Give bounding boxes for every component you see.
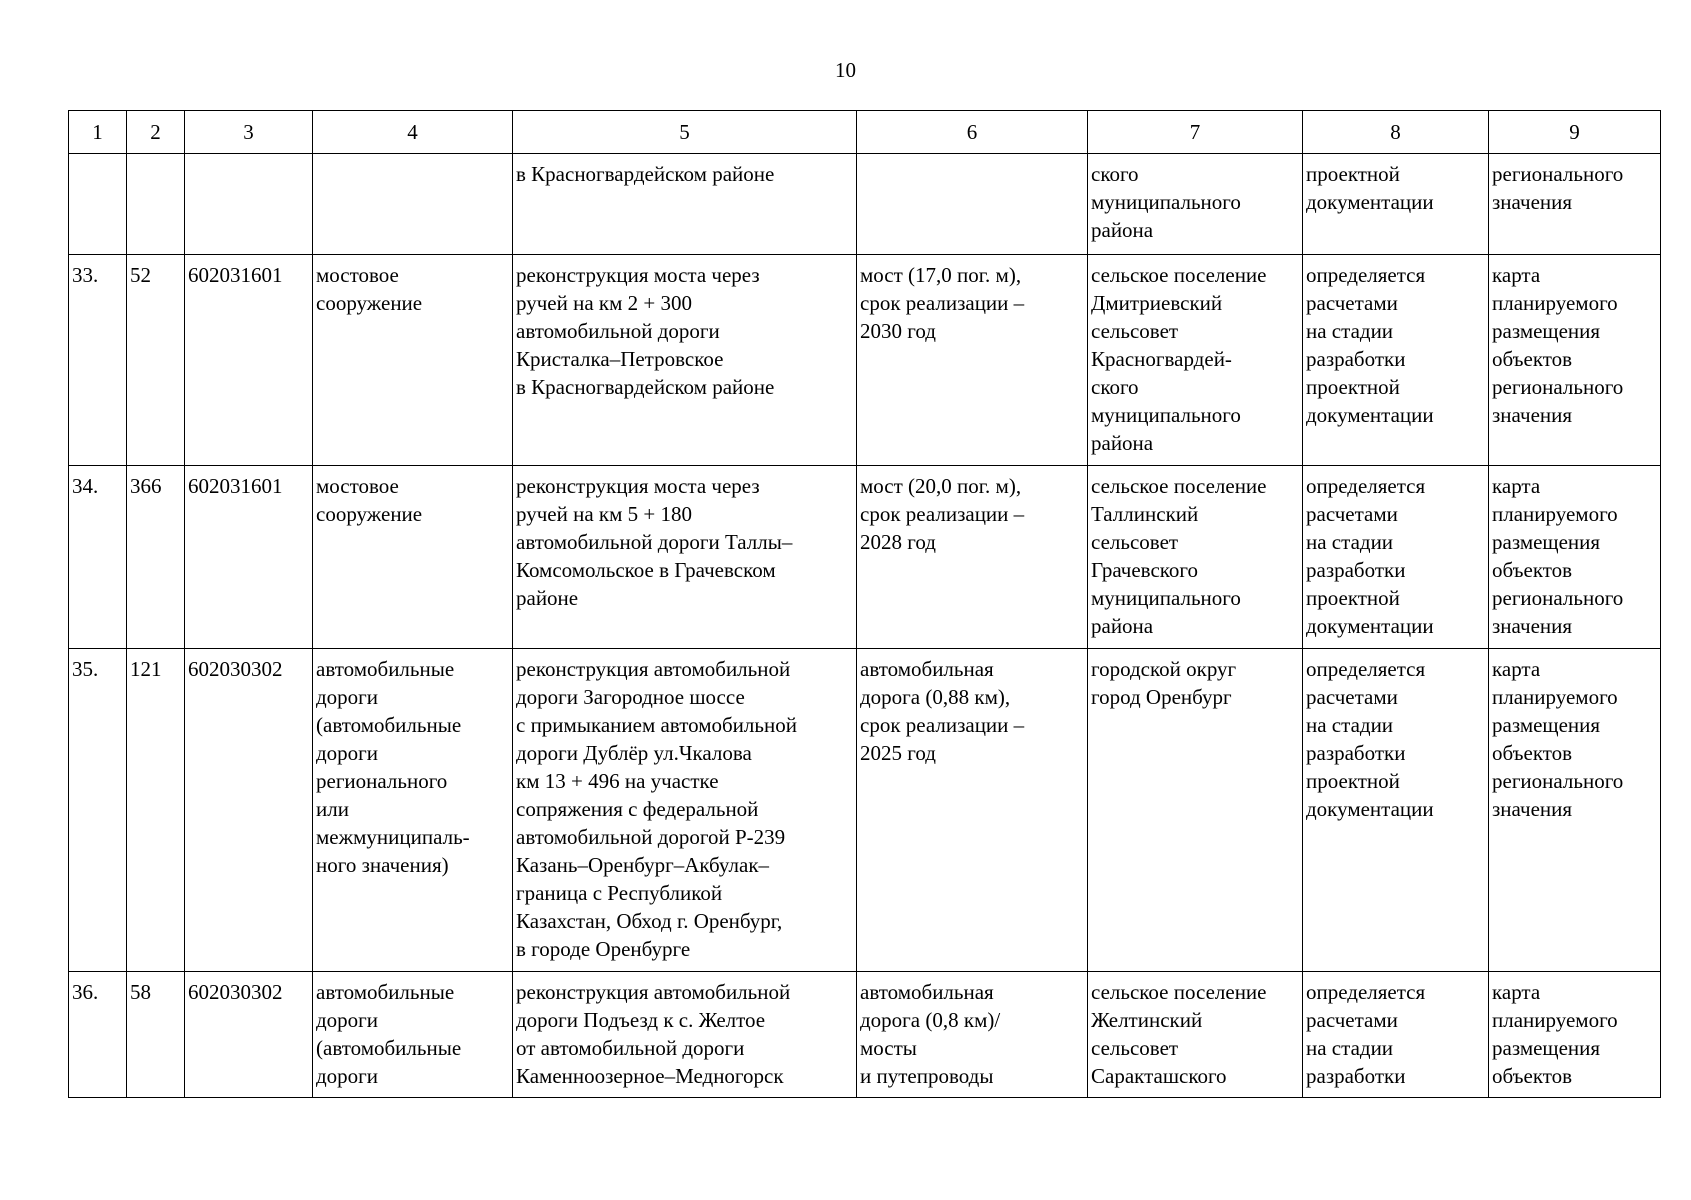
description-cell: реконструкция моста через ручей на км 5 + 180 автомобильной дороги Таллы– Комсомольское в Грачевском районе: [513, 466, 857, 649]
zone-cell: проектной документации: [1303, 154, 1489, 255]
characteristics-cell: мост (20,0 пог. м), срок реализации – 2028 год: [857, 466, 1088, 649]
row-number-cell: 33.: [69, 255, 127, 466]
zone-cell: определяется расчетами на стадии разработки проектной документации: [1303, 466, 1489, 649]
planned-objects-table: [68, 110, 1661, 1098]
zone-cell: определяется расчетами на стадии разработки проектной документации: [1303, 649, 1489, 972]
header-cell: 8: [1303, 111, 1489, 154]
code-cell: [127, 154, 185, 255]
location-cell: городской округ город Оренбург: [1088, 649, 1303, 972]
map-cell: карта планируемого размещения объектов регионального значения: [1489, 466, 1661, 649]
map-cell: карта планируемого размещения объектов регионального значения: [1489, 255, 1661, 466]
code-cell: 366: [127, 466, 185, 649]
table-header-row: [69, 111, 1661, 154]
map-cell: карта планируемого размещения объектов регионального значения: [1489, 649, 1661, 972]
row-number-cell: 34.: [69, 466, 127, 649]
header-cell: 6: [857, 111, 1088, 154]
header-cell: 5: [513, 111, 857, 154]
header-cell: 1: [69, 111, 127, 154]
characteristics-cell: автомобильная дорога (0,8 км)/ мосты и путепроводы: [857, 972, 1088, 1098]
header-cell: 9: [1489, 111, 1661, 154]
characteristics-cell: автомобильная дорога (0,88 км), срок реализации – 2025 год: [857, 649, 1088, 972]
description-cell: реконструкция автомобильной дороги Подъезд к с. Желтое от автомобильной дороги Каменноозерное–Медногорск: [513, 972, 857, 1098]
location-cell: сельское поселение Желтинский сельсовет Саракташского: [1088, 972, 1303, 1098]
row-number-cell: 36.: [69, 972, 127, 1098]
classifier-cell: 602031601: [185, 255, 313, 466]
zone-cell: определяется расчетами на стадии разработки проектной документации: [1303, 255, 1489, 466]
zone-cell: определяется расчетами на стадии разработки: [1303, 972, 1489, 1098]
object-type-cell: автомобильные дороги (автомобильные дороги регионального или межмуниципаль- ного значения): [313, 649, 513, 972]
location-cell: ского муниципального района: [1088, 154, 1303, 255]
header-cell: 4: [313, 111, 513, 154]
table-row: [69, 466, 1661, 649]
header-cell: 2: [127, 111, 185, 154]
description-cell: в Красногвардейском районе: [513, 154, 857, 255]
characteristics-cell: мост (17,0 пог. м), срок реализации – 2030 год: [857, 255, 1088, 466]
classifier-cell: [185, 154, 313, 255]
header-cell: 7: [1088, 111, 1303, 154]
description-cell: реконструкция моста через ручей на км 2 + 300 автомобильной дороги Кристалка–Петровское в Красногвардейском районе: [513, 255, 857, 466]
code-cell: 52: [127, 255, 185, 466]
location-cell: сельское поселение Таллинский сельсовет Грачевского муниципального района: [1088, 466, 1303, 649]
description-cell: реконструкция автомобильной дороги Загородное шоссе с примыканием автомобильной дороги Дублёр ул.Чкалова км 13 + 496 на участке сопряжения с федеральной автомобильной дорогой Р-239 Казань–Оренбург–Акбулак– граница с Республикой Казахстан, Обход г. Оренбург, в городе Оренбурге: [513, 649, 857, 972]
row-number-cell: 35.: [69, 649, 127, 972]
classifier-cell: 602031601: [185, 466, 313, 649]
object-type-cell: автомобильные дороги (автомобильные дороги: [313, 972, 513, 1098]
object-type-cell: [313, 154, 513, 255]
characteristics-cell: [857, 154, 1088, 255]
table-row: [69, 154, 1661, 255]
map-cell: регионального значения: [1489, 154, 1661, 255]
object-type-cell: мостовое сооружение: [313, 466, 513, 649]
table-row: [69, 972, 1661, 1098]
code-cell: 58: [127, 972, 185, 1098]
table-row: [69, 255, 1661, 466]
header-cell: 3: [185, 111, 313, 154]
row-number-cell: [69, 154, 127, 255]
table-row: [69, 649, 1661, 972]
object-type-cell: мостовое сооружение: [313, 255, 513, 466]
page-number: 10: [835, 58, 856, 82]
map-cell: карта планируемого размещения объектов: [1489, 972, 1661, 1098]
classifier-cell: 602030302: [185, 649, 313, 972]
code-cell: 121: [127, 649, 185, 972]
location-cell: сельское поселение Дмитриевский сельсовет Красногвардей- ского муниципального района: [1088, 255, 1303, 466]
classifier-cell: 602030302: [185, 972, 313, 1098]
